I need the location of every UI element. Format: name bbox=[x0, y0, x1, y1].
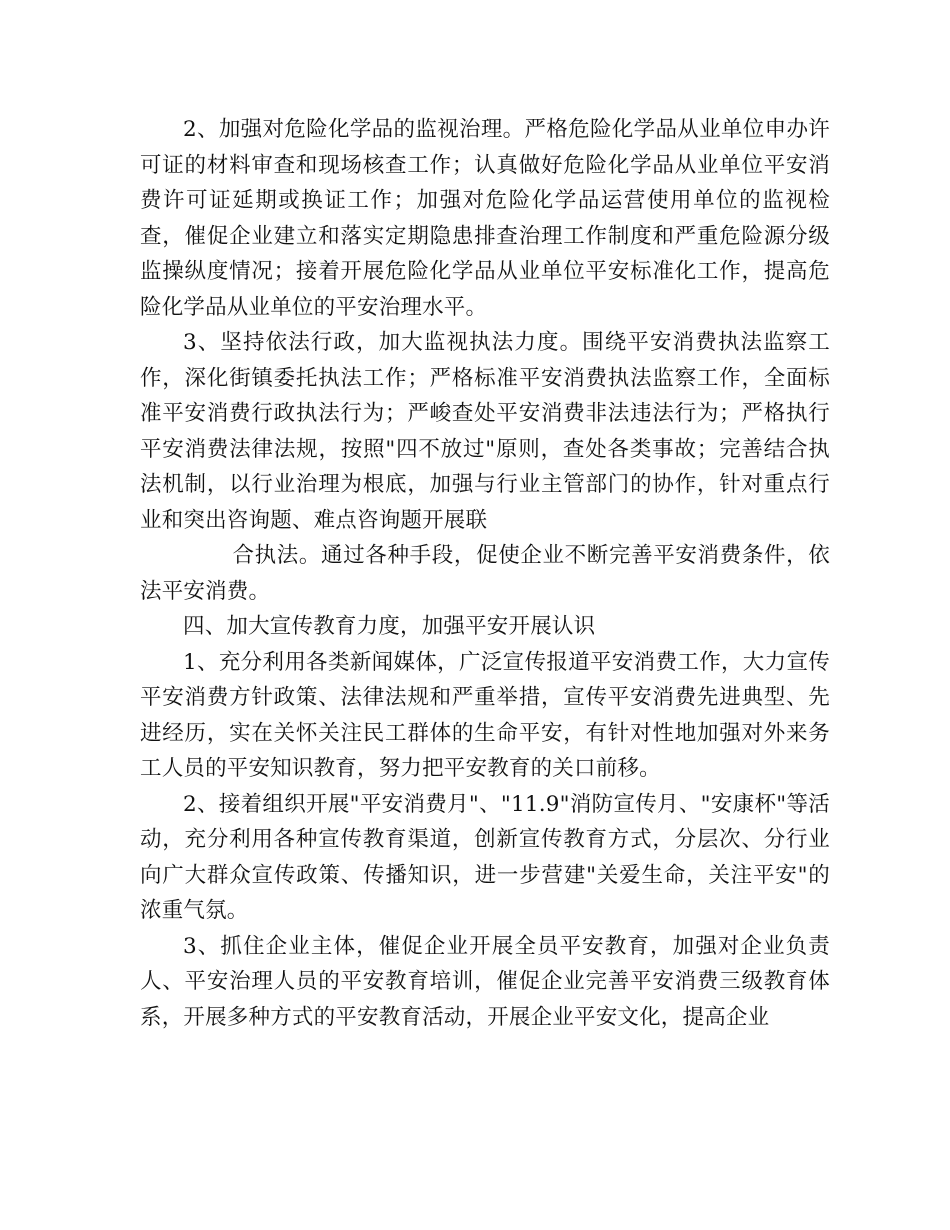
paragraph-law-enforcement: 3、坚持依法行政，加大监视执法力度。围绕平安消费执法监察工作，深化街镇委托执法工作；严格标准平安消费执法监察工作，全面标准平安消费行政执法行为；严峻查处平安消费非法违法行为；严格执行平安消费法律法规，按照"四不放过"原则，查处各类事故；完善结合执法机制，以行业治理为根底，加强与行业主管部门的协作，针对重点行业和突出咨询题、难点咨询题开展联 bbox=[140, 330, 830, 533]
paragraph-activities: 2、接着组织开展"平安消费月"、"11.9"消防宣传月、"安康杯"等活动，充分利用各种宣传教育渠道，创新宣传教育方式，分层次、分行业向广大群众宣传政策、传播知识，进一步营建"关爱生命，关注平安"的浓重气氛。 bbox=[140, 791, 830, 923]
document-body bbox=[140, 112, 830, 1035]
section-heading-publicity: 四、加大宣传教育力度，加强平安开展认识 bbox=[183, 614, 596, 639]
paragraph-joint-enforcement: 合执法。通过各种手段，促使企业不断完善平安消费条件，依法平安消费。 bbox=[140, 543, 830, 604]
paragraph-hazardous-chemicals: 2、加强对危险化学品的监视治理。严格危险化学品从业单位申办许可证的材料审查和现场核查工作；认真做好危险化学品从业单位平安消费许可证延期或换证工作；加强对危险化学品运营使用单位的监视检查，催促企业建立和落实定期隐患排查治理工作制度和严重危险源分级监操纵度情况；接着开展危险化学品从业单位平安标准化工作，提高危险化学品从业单位的平安治理水平。 bbox=[140, 117, 830, 320]
paragraph-media-publicity: 1、充分利用各类新闻媒体，广泛宣传报道平安消费工作，大力宣传平安消费方针政策、法律法规和严重举措，宣传平安消费先进典型、先进经历，实在关怀关注民工群体的生命平安，有针对性地加强对外来务工人员的平安知识教育，努力把平安教育的关口前移。 bbox=[140, 649, 830, 781]
paragraph-enterprise-education: 3、抓住企业主体，催促企业开展全员平安教育，加强对企业负责人、平安治理人员的平安教育培训，催促企业完善平安消费三级教育体系，开展多种方式的平安教育活动，开展企业平安文化，提高企业 bbox=[140, 933, 830, 1030]
